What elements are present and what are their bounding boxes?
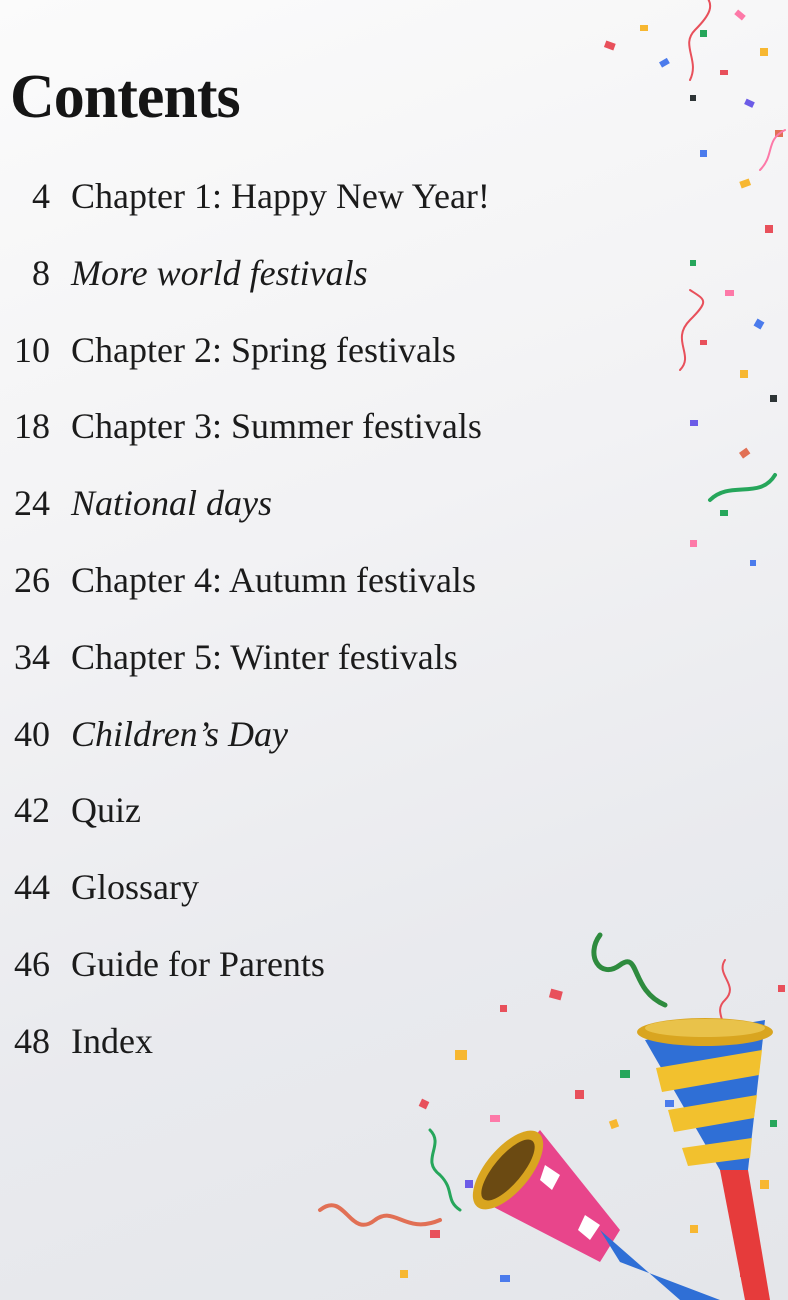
toc-page-number: 46 — [14, 943, 50, 984]
toc-page-number: 4 — [32, 176, 50, 216]
toc-entry-title: Chapter 1: Happy New Year! — [71, 176, 490, 216]
toc-page-number: 18 — [14, 406, 50, 447]
toc-entry-title: National days — [71, 483, 273, 524]
page-title: Contents — [10, 63, 240, 131]
toc-entry-title: Chapter 3: Summer festivals — [71, 406, 482, 447]
toc-page-number: 10 — [14, 329, 50, 370]
toc-entry-title: Quiz — [71, 790, 141, 831]
toc-page-number: 44 — [14, 867, 50, 908]
toc-entry — [0, 551, 650, 628]
toc-page-number: 42 — [14, 790, 50, 831]
toc-entry-title: Children’s Day — [71, 713, 289, 754]
toc-entry — [0, 628, 650, 705]
toc-entry-title: Chapter 2: Spring festivals — [71, 329, 456, 370]
toc-entry — [0, 474, 650, 551]
toc-page-number: 48 — [14, 1020, 50, 1061]
toc-page-number: 8 — [32, 252, 50, 293]
toc-entry-title: Glossary — [71, 867, 199, 908]
toc-page-number: 34 — [14, 636, 50, 677]
toc-entry — [0, 705, 650, 782]
toc-page-number: 26 — [14, 559, 50, 600]
toc-entry-title: Chapter 5: Winter festivals — [71, 636, 458, 677]
toc-entry-title: Guide for Parents — [71, 943, 325, 984]
toc-entry — [0, 781, 650, 858]
toc-entry — [0, 321, 650, 398]
toc-entry-title: More world festivals — [71, 252, 368, 293]
toc-entry-title: Chapter 4: Autumn festivals — [71, 559, 476, 600]
table-of-contents — [0, 167, 650, 1089]
toc-entry — [0, 935, 650, 1012]
toc-entry — [0, 1012, 650, 1089]
toc-entry — [0, 397, 650, 474]
toc-page-number: 24 — [14, 483, 50, 524]
toc-entry-title: Index — [71, 1020, 153, 1061]
toc-page-number: 40 — [14, 713, 50, 754]
toc-entry — [0, 167, 650, 244]
toc-entry — [0, 858, 650, 935]
toc-entry — [0, 244, 650, 321]
